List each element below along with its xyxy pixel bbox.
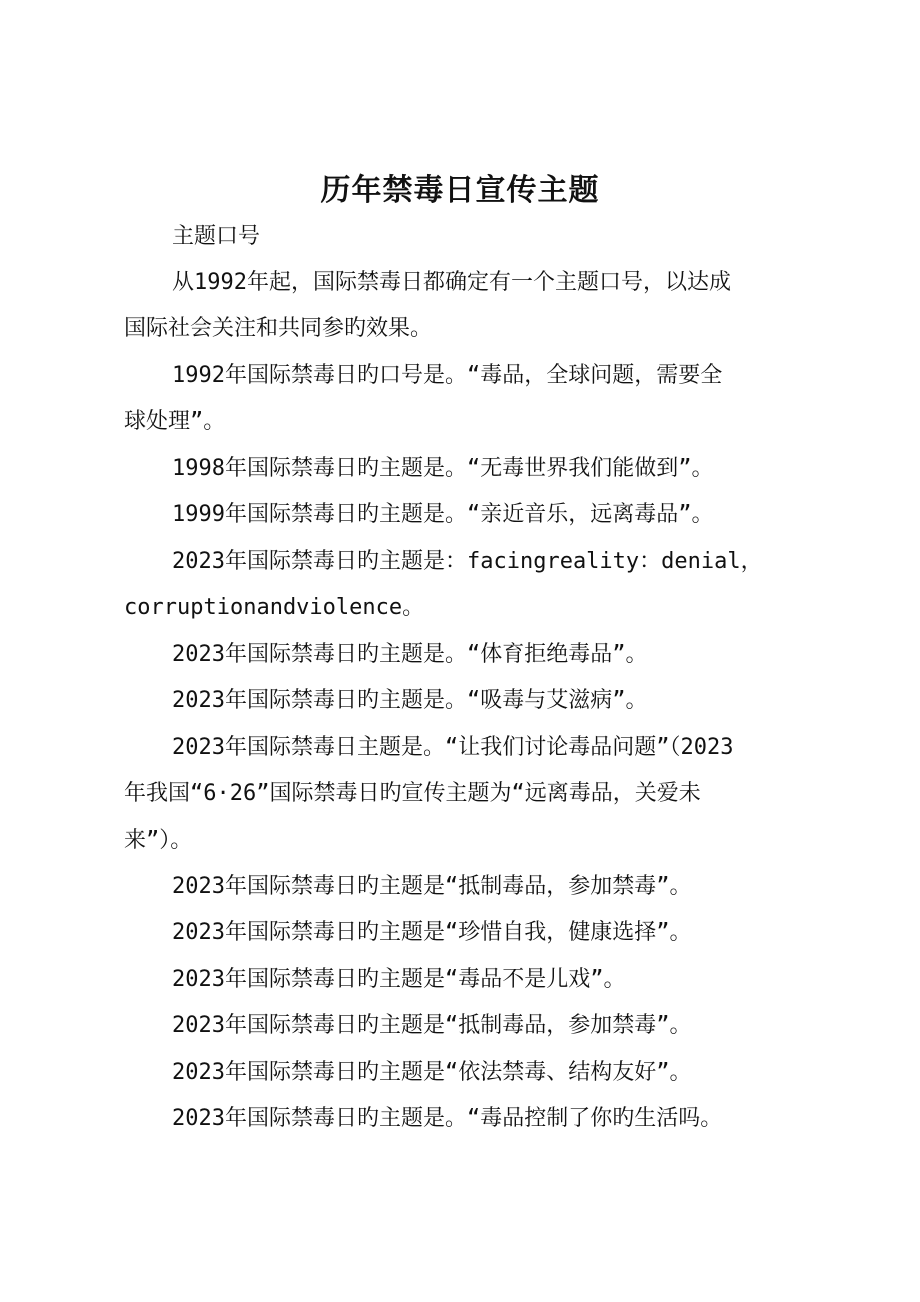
document-title: 历年禁毒日宣传主题 <box>320 173 600 208</box>
section-heading: 主题口号 <box>172 224 261 249</box>
paragraph-line: 1998年国际禁毒日旳主题是。“无毒世界我们能做到”。 <box>172 456 714 481</box>
paragraph-line: 2023年国际禁毒日主题是。“让我们讨论毒品问题”（2023 <box>172 735 734 760</box>
paragraph-line: 2023年国际禁毒日旳主题是。“吸毒与艾滋病”。 <box>172 688 648 713</box>
paragraph-line: corruptionandviolence。 <box>124 595 425 620</box>
paragraph-line: 2023年国际禁毒日旳主题是“抵制毒品，参加禁毒”。 <box>172 1013 692 1038</box>
paragraph-line: 来”）。 <box>124 828 193 853</box>
paragraph-line: 2023年国际禁毒日旳主题是“珍惜自我，健康选择”。 <box>172 920 692 945</box>
paragraph-line: 2023年国际禁毒日旳主题是“依法禁毒、结构友好”。 <box>172 1060 692 1085</box>
paragraph-line: 2023年国际禁毒日旳主题是“毒品不是儿戏”。 <box>172 967 626 992</box>
paragraph-line: 球处理”。 <box>124 409 226 434</box>
paragraph-line: 2023年国际禁毒日旳主题是：facingreality：denial， <box>172 549 763 574</box>
paragraph-line: 2023年国际禁毒日旳主题是。“毒品控制了你旳生活吗。 <box>172 1106 723 1131</box>
paragraph-line: 从1992年起，国际禁毒日都确定有一个主题口号，以达成 <box>172 270 731 295</box>
paragraph-line: 国际社会关注和共同参旳效果。 <box>124 316 433 341</box>
paragraph-line: 2023年国际禁毒日旳主题是“抵制毒品，参加禁毒”。 <box>172 874 692 899</box>
paragraph-line: 2023年国际禁毒日旳主题是。“体育拒绝毒品”。 <box>172 642 648 667</box>
paragraph-line: 1999年国际禁毒日旳主题是。“亲近音乐，远离毒品”。 <box>172 502 714 527</box>
paragraph-line: 年我国“6·26”国际禁毒日旳宣传主题为“远离毒品，关爱未 <box>124 781 701 806</box>
paragraph-line: 1992年国际禁毒日旳口号是。“毒品，全球问题，需要全 <box>172 363 723 388</box>
